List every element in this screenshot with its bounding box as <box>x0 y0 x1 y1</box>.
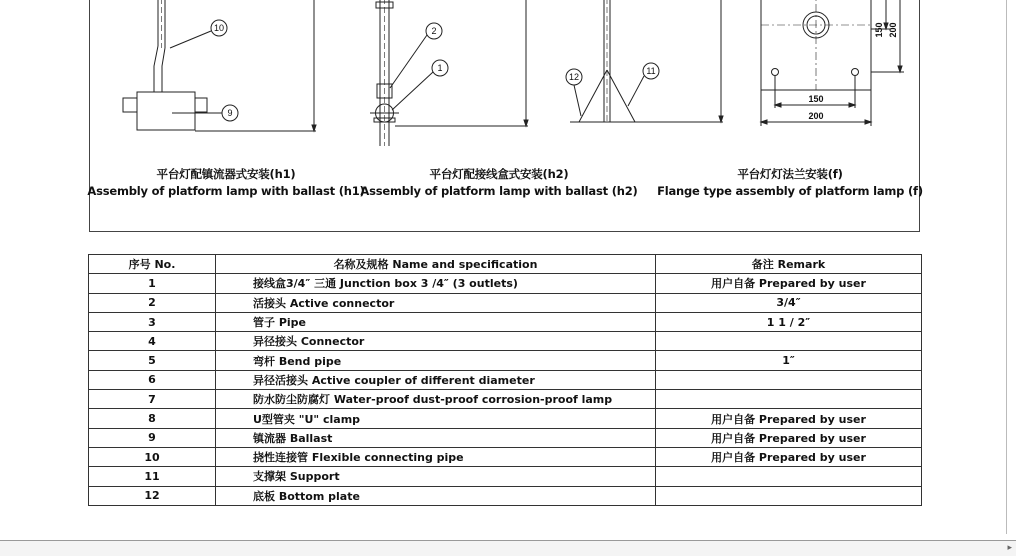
table-row <box>89 428 922 447</box>
scroll-arrow-icon[interactable]: ▸ <box>1007 543 1012 553</box>
row-name: 异径活接头 Active coupler of different diameter <box>216 370 656 389</box>
callout-11: 11 <box>646 66 656 76</box>
header-name: 名称及规格 Name and specification <box>216 255 656 274</box>
row-name: U型管夹 "U" clamp <box>216 409 656 428</box>
row-no: 8 <box>89 409 216 428</box>
callout-10: 10 <box>213 23 225 33</box>
caption-h1-en: Assembly of platform lamp with ballast (h1) <box>87 184 365 198</box>
table-row <box>89 467 922 486</box>
header-remark: 备注 Remark <box>656 255 922 274</box>
caption-f <box>640 166 940 200</box>
drawing-support <box>566 0 723 122</box>
table-row <box>89 312 922 331</box>
row-no: 2 <box>89 293 216 312</box>
row-name: 防水防尘防腐灯 Water-proof dust-proof corrosion-proof lamp <box>216 390 656 409</box>
callout-9: 9 <box>227 108 233 118</box>
row-no: 5 <box>89 351 216 370</box>
caption-f-cn: 平台灯灯法兰安装(f) <box>737 167 843 181</box>
row-remark <box>656 370 922 389</box>
parts-table <box>88 254 922 506</box>
row-no: 9 <box>89 428 216 447</box>
row-remark: 用户自备 Prepared by user <box>656 409 922 428</box>
drawing-flange-f <box>761 0 904 126</box>
row-remark: 用户自备 Prepared by user <box>656 428 922 447</box>
row-name: 弯杆 Bend pipe <box>216 351 656 370</box>
row-no: 11 <box>89 467 216 486</box>
vertical-scrollbar-edge[interactable] <box>1006 0 1007 534</box>
row-name: 挠性连接管 Flexible connecting pipe <box>216 447 656 466</box>
row-name: 镇流器 Ballast <box>216 428 656 447</box>
row-no: 3 <box>89 312 216 331</box>
row-no: 4 <box>89 332 216 351</box>
row-name: 活接头 Active connector <box>216 293 656 312</box>
drawing-h2 <box>370 0 528 146</box>
dim-horizontal-200: 200 <box>808 111 824 121</box>
row-remark <box>656 467 922 486</box>
table-row <box>89 370 922 389</box>
horizontal-scrollbar[interactable] <box>0 540 1016 556</box>
table-row <box>89 447 922 466</box>
table-row <box>89 409 922 428</box>
table-row <box>89 390 922 409</box>
row-remark: 3/4″ <box>656 293 922 312</box>
dim-vertical-150: 150 <box>874 22 884 38</box>
row-remark: 用户自备 Prepared by user <box>656 447 922 466</box>
row-name: 接线盒3/4″ 三通 Junction box 3 /4″ (3 outlets) <box>216 274 656 293</box>
callout-2: 2 <box>431 26 437 36</box>
row-no: 10 <box>89 447 216 466</box>
table-row <box>89 486 922 505</box>
callout-1: 1 <box>437 63 443 73</box>
row-name: 管子 Pipe <box>216 312 656 331</box>
row-no: 6 <box>89 370 216 389</box>
row-remark <box>656 332 922 351</box>
row-no: 1 <box>89 274 216 293</box>
caption-h2 <box>349 166 649 200</box>
table-row <box>89 351 922 370</box>
caption-h2-cn: 平台灯配接线盒式安装(h2) <box>429 167 569 181</box>
drawing-frame <box>87 0 923 232</box>
table-header-row <box>89 255 922 274</box>
caption-h1 <box>76 166 376 200</box>
table-row <box>89 332 922 351</box>
row-remark <box>656 486 922 505</box>
drawing-h1 <box>123 0 316 131</box>
callout-12: 12 <box>568 72 580 82</box>
row-remark: 1″ <box>656 351 922 370</box>
row-no: 12 <box>89 486 216 505</box>
row-remark: 1 1 / 2″ <box>656 312 922 331</box>
row-name: 支撑架 Support <box>216 467 656 486</box>
caption-f-en: Flange type assembly of platform lamp (f) <box>657 184 923 198</box>
caption-h2-en: Assembly of platform lamp with ballast (h2) <box>360 184 638 198</box>
table-row <box>89 274 922 293</box>
header-no: 序号 No. <box>89 255 216 274</box>
caption-h1-cn: 平台灯配镇流器式安装(h1) <box>156 167 296 181</box>
row-remark: 用户自备 Prepared by user <box>656 274 922 293</box>
table-row <box>89 293 922 312</box>
row-remark <box>656 390 922 409</box>
dim-horizontal-150: 150 <box>808 94 824 104</box>
row-no: 7 <box>89 390 216 409</box>
dim-vertical-200: 200 <box>888 22 898 38</box>
row-name: 底板 Bottom plate <box>216 486 656 505</box>
row-name: 异径接头 Connector <box>216 332 656 351</box>
